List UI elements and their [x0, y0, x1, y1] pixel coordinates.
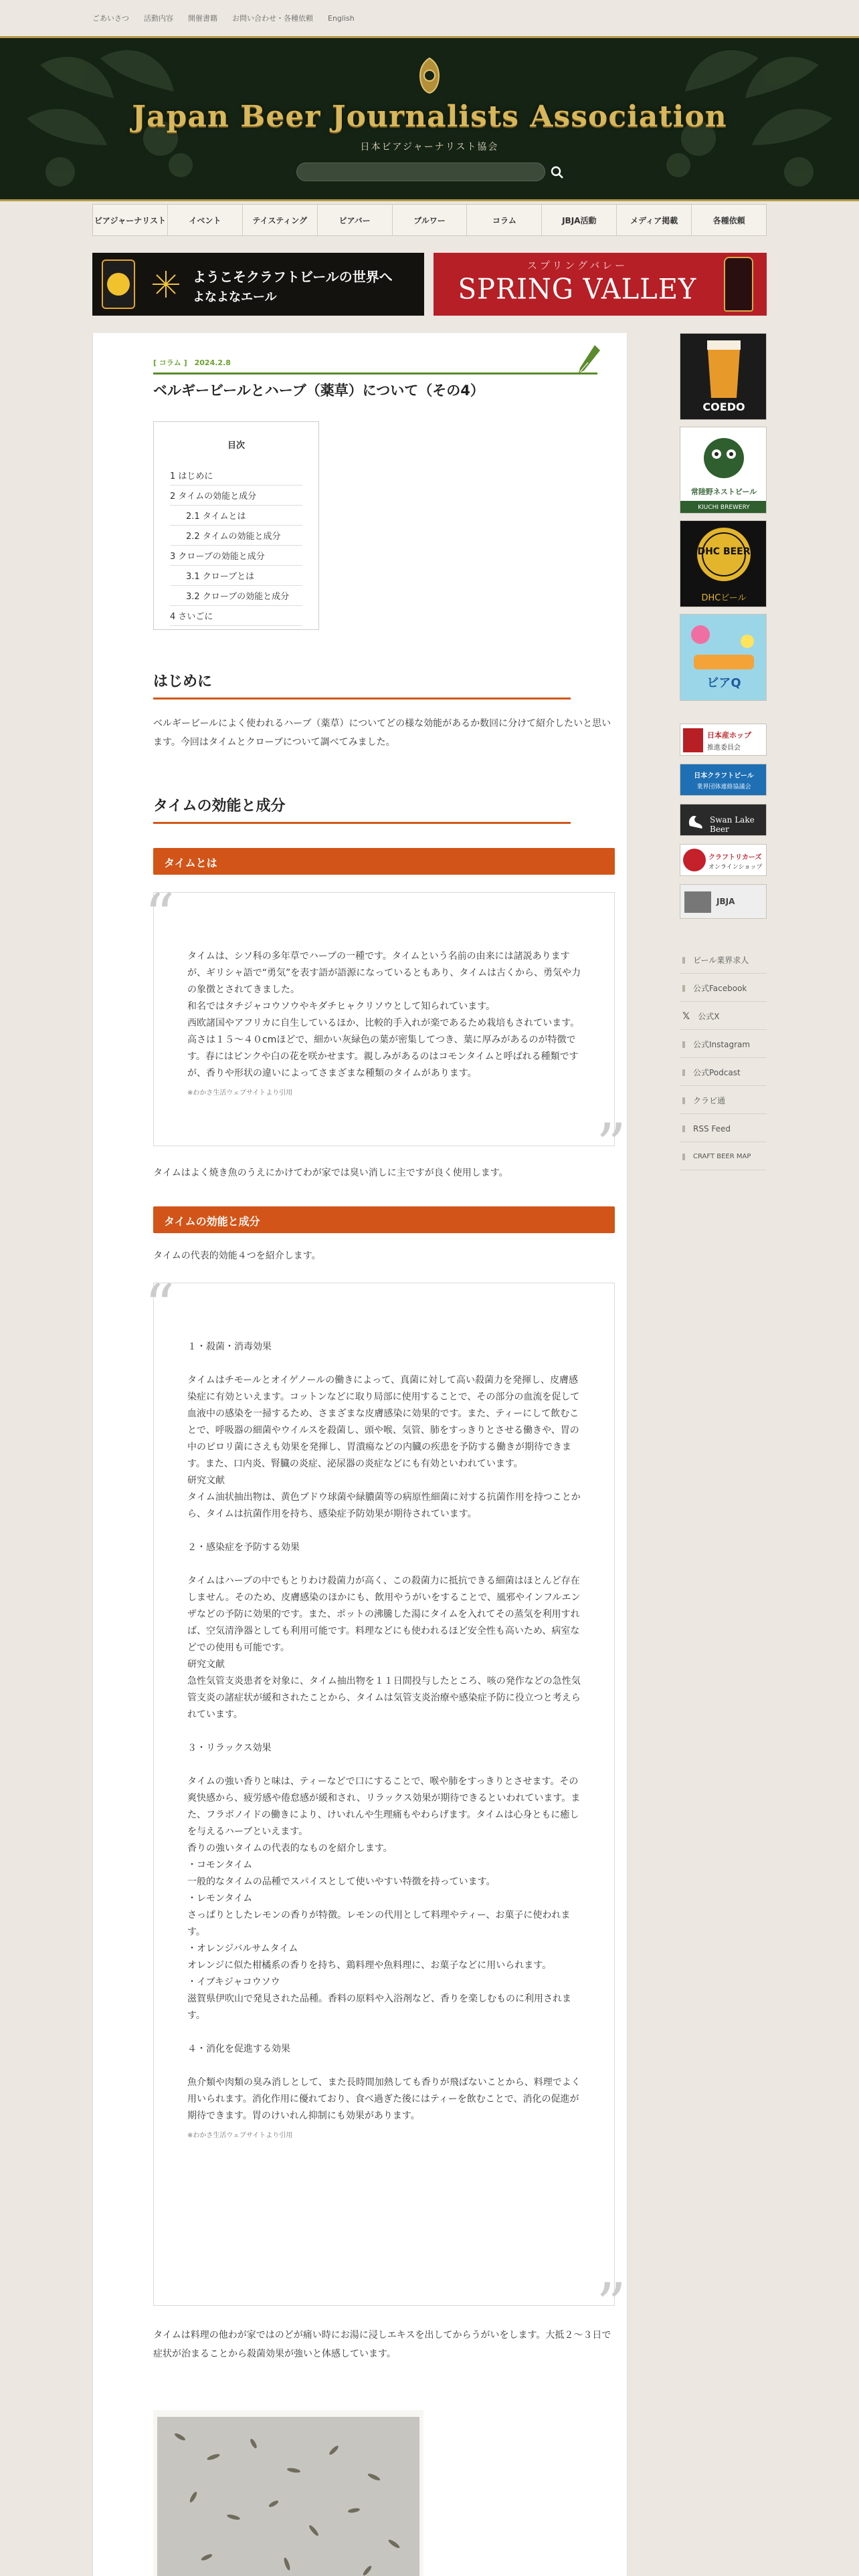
- japan-hops-label: 日本産ホップ: [707, 731, 751, 740]
- quote-block-effects: [145, 1271, 626, 2339]
- heading-introduction: はじめに: [153, 670, 571, 700]
- toc-item[interactable]: 3 クローブの効能と成分: [170, 546, 302, 566]
- sidebar-banner-japan-hops[interactable]: [680, 724, 767, 756]
- banner-spring-valley[interactable]: [434, 253, 767, 316]
- toc-title: 目次: [227, 441, 245, 451]
- spring-valley-logo: SPRING VALLEY: [458, 273, 697, 306]
- article-title: ベルギービールとハーブ（薬草）について（その4）: [153, 383, 484, 399]
- nav-item-brewer[interactable]: ブルワー: [393, 205, 468, 235]
- search-icon[interactable]: [550, 165, 565, 180]
- main-navigation: [92, 204, 767, 236]
- article-card: [92, 333, 628, 2576]
- sidebar-link-craft-beer-map[interactable]: CRAFT BEER MAP: [680, 1144, 767, 1170]
- nav-item-event[interactable]: イベント: [168, 205, 243, 235]
- owl-logo-icon: [680, 427, 767, 485]
- article-category-date[interactable]: [ コラム ] 2024.2.8: [153, 358, 231, 367]
- quote-text: １・殺菌・消毒効果 タイムはチモールとオイゲノールの働きによって、真菌に対して高い殺菌力を発揮し、皮膚感染症に有効といえます。コットンなどに取り局部に使用することで、その部分の血流を促して血液中の感染を一掃するため、さまざまな皮膚感染に効果的です。また、ティーにして飲むことで、呼吸器の細菌やウイルスを殺菌し、頭や喉、気管、肺をすっきりとさせる働きや、胃の中のピロリ菌にさえも効果を発揮し、胃潰瘍などの内臓の疾患を予防する働きが期待できます。また、口内炎、腎臓の炎症、泌尿器の炎症などにも有効といわれています。 研究文献 タイム油状抽出物は、黄色ブドウ球菌や緑膿菌等の病原性細菌に対する抗菌作用を持つことから、タイムは抗菌作用を持ち、感染症予防効果が期待されています。 ２・感染症を予防する効果 タイムはハーブの中でもとりわけ殺菌力が高く、この殺菌力に抵抗できる細菌はほとんど存在しません。そのため、皮膚感染のほかにも、飲用やうがいをすることで、風邪やインフルエンザなどの予防に効果的です。また、ポットの沸騰した湯にタイムを入れてその蒸気を利用すれば、空気清浄器としても利用可能です。料理などにも使われるほど安全性も高いため、病室などでの使用も可能です。 研究文献 急性気管支炎患者を対象に、タイム抽出物を１１日間投与したところ、咳の発作などの急性気管支炎の諸症状が緩和されたことから、タイムは気管支炎治療や感染症予防に役立つと考えられています。 ３・リラックス効果 タイムの強い香りと味は、ティーなどで口にすることで、喉や肺をすっきりとさせます。その爽快感から、疲労感や倦怠感が緩和され、リラックス効果が期待できるといわれています。また、フラボノイドの働きにより、けいれんや生理痛もやわらげます。タイムは心身ともに癒しを与えるハーブといえます。 香りの強いタイムの代表的なものを紹介します。 ・コモンタイム 一般的なタイムの品種でスパイスとして使いやすい特徴を持っています。 ・レモンタイム さっぱりとしたレモンの香りが特徴。レモンの代用として料理やティー、お菓子に使われます。 ・オレンジバルサムタイム オレンジに似た柑橘系の香りを持ち、鶏料理や魚料理に、お菓子などに用いられます。 ・イブキジャコウソウ 滋賀県伊吹山で発見された品種。香料の原料や入浴剤など、香りを楽しむものに利用されます。 ４・消化を促進する効果 魚介類や肉類の臭み消しとして、また長時間加熱しても香りが飛ばないことから、料理でよく用いられます。消化作用に優れており、食べ過ぎた後にはティーを飲むことで、消化の促進が期待できます。胃のけいれん抑制にも効果があります。: [187, 1341, 581, 2121]
- sidebar-link-facebook[interactable]: 公式Facebook: [680, 975, 767, 1002]
- banner-yonayona-ale[interactable]: [92, 253, 424, 316]
- toc-item[interactable]: 2.1 タイムとは: [170, 506, 302, 526]
- dried-thyme-photo: [153, 2410, 423, 2576]
- article-meta-bar: [153, 354, 597, 374]
- topbar-link-books[interactable]: 開催書籍: [188, 14, 217, 23]
- sidebar-banner-craft-beer-association[interactable]: [680, 764, 767, 796]
- fountain-pen-icon: [575, 344, 601, 376]
- jbja-thumbnail-icon: [684, 891, 711, 913]
- kiuchi-label: KIUCHI BREWERY: [680, 501, 767, 514]
- starburst-decoration: [146, 253, 186, 316]
- jbja-banner-label: JBJA: [717, 897, 735, 906]
- search-input[interactable]: [296, 163, 545, 181]
- toc-item[interactable]: 3.1 クローブとは: [170, 566, 302, 586]
- open-quote-icon: “: [145, 1271, 175, 1340]
- bullet-icon: [682, 957, 685, 964]
- nav-item-beer-bar[interactable]: ビアバー: [318, 205, 393, 235]
- subheading-what-is-thyme: タイムとは: [153, 848, 615, 875]
- beer-bottle-image: [724, 257, 753, 312]
- subheading-thyme-effects: タイムの効能と成分: [153, 1206, 615, 1233]
- podcast-icon: [682, 1069, 685, 1076]
- close-quote-icon: ”: [596, 2270, 626, 2339]
- sidebar-banner-craft-liquors[interactable]: [680, 844, 767, 876]
- sidebar-banner-swan-lake[interactable]: [680, 804, 767, 836]
- nav-item-requests[interactable]: 各種依頼: [712, 215, 745, 225]
- top-utility-bar: [0, 0, 859, 36]
- japan-hops-sub: 推進委員会: [707, 744, 741, 752]
- swan-lake-label: Swan Lake Beer: [710, 815, 755, 834]
- craft-liquors-logo-icon: [683, 849, 706, 871]
- instagram-icon: [682, 1041, 685, 1048]
- sidebar-link-jobs[interactable]: ビール業界求人: [680, 947, 767, 974]
- jbja-emblem-icon: [409, 56, 450, 96]
- paragraph-thyme-usage: タイムはよく焼き魚のうえにかけてわが家では臭い消しに主ですが良く使用します。: [153, 1168, 508, 1178]
- coedo-label: COEDO: [702, 401, 745, 413]
- beer-can-image: [102, 259, 135, 309]
- craft-association-sub: 業界団体連絡協議会: [696, 784, 751, 790]
- craft-liquors-sub: オンラインショップ: [708, 864, 763, 871]
- close-quote-icon: ”: [596, 1111, 626, 1180]
- x-icon: 𝕏: [682, 1010, 690, 1022]
- toc-item[interactable]: 4 さいごに: [170, 606, 302, 626]
- quote-source: ※わかさ生活ウェブサイトより引用: [187, 1089, 293, 1097]
- site-logo-subtitle: 日本ビアジャーナリスト協会: [360, 142, 499, 152]
- topbar-link-activities[interactable]: 活動内容: [144, 14, 173, 23]
- quote-text: タイムは、シソ科の多年草でハーブの一種です。タイムという名前の由来には諸説ありますが、ギリシャ語で“勇気”を表す語が語源になっているともあり、タイムは古くから、勇気や力の象徴とされてきました。 和名ではタチジャコウソウやキダチヒャクリソウとして知られています。 西欧諸国やアフリカに自生しているほか、比較的手入れが楽であるため栽培もされています。高さは１５～４０cmほどで、細かい灰緑色の葉が密集してつき、葉に厚みがあるのが特徴です。春にはピンクや白の花を咲かせます。親しみがあるのはコモンタイムと呼ばれる種類ですが、香りや形状の違いによってさまざまな種類のタイムがあります。: [187, 951, 581, 1079]
- open-quote-icon: “: [145, 881, 175, 950]
- paragraph-thyme-gargle: タイムは料理の他わが家ではのどが痛い時にお湯に浸しエキスを出してからうがいをします。大抵２～３日で症状が治まることから殺菌効果が強いと体感しています。: [153, 2330, 611, 2359]
- swan-icon: [684, 810, 707, 831]
- topbar-link-contact[interactable]: お問い合わせ・各種依頼: [232, 14, 313, 23]
- sidebar-banner-beerq[interactable]: [680, 614, 767, 701]
- craft-association-label: 日本クラフトビール: [694, 772, 754, 780]
- toc-item[interactable]: 2.2 タイムの効能と成分: [170, 526, 302, 546]
- heading-thyme-effects: タイムの効能と成分: [153, 794, 571, 824]
- site-header: [0, 36, 859, 201]
- bullet-icon: [682, 1097, 685, 1104]
- toc-item[interactable]: 3.2 クローブの効能と成分: [170, 586, 302, 606]
- hitachino-label: 常陸野ネストビール: [690, 488, 757, 496]
- facebook-icon: [682, 985, 685, 992]
- hops-logo-icon: [683, 728, 703, 752]
- nav-item-jbja-activity[interactable]: JBJA活動: [542, 205, 617, 235]
- dhc-sub-label: DHCビール: [701, 593, 747, 603]
- toc-item[interactable]: 1 はじめに: [170, 465, 302, 486]
- rss-icon: [682, 1125, 685, 1132]
- nav-item-media[interactable]: メディア掲載: [617, 205, 692, 235]
- site-logo-title[interactable]: Japan Beer Journalists Association: [132, 100, 727, 134]
- sidebar-banner-coedo[interactable]: [680, 333, 767, 420]
- dhc-beer-label: DHC BEER: [697, 546, 751, 557]
- sidebar-link-x[interactable]: 𝕏 公式X: [680, 1003, 767, 1030]
- map-icon: [682, 1154, 685, 1160]
- toc-item[interactable]: 2 タイムの効能と成分: [170, 486, 302, 506]
- topbar-link-english[interactable]: English: [328, 13, 355, 23]
- beerq-label: ビアQ: [706, 676, 741, 690]
- spring-valley-jp-text: スプリングバレー: [527, 259, 628, 272]
- table-of-contents: [153, 421, 319, 630]
- sidebar-link-rss[interactable]: RSS Feed: [680, 1115, 767, 1142]
- nav-item-tasting[interactable]: テイスティング: [243, 205, 318, 235]
- sidebar-link-clavitsu[interactable]: クラビ通: [680, 1087, 767, 1114]
- sidebar-banner-dhc[interactable]: [680, 520, 767, 607]
- craft-liquors-label: クラフトリカーズ: [708, 854, 762, 861]
- nav-item-journalist[interactable]: ビアジャーナリスト: [93, 205, 168, 235]
- banner-brand-text: よなよなエール: [193, 290, 277, 304]
- quote-source: ※わかさ生活ウェブサイトより引用: [187, 2132, 293, 2139]
- paragraph-effects-intro: タイムの代表的効能４つを紹介します。: [153, 1251, 321, 1261]
- banner-welcome-text: ようこそクラフトビールの世界へ: [193, 269, 393, 285]
- sidebar-link-instagram[interactable]: 公式Instagram: [680, 1031, 767, 1058]
- topbar-link-greeting[interactable]: ごあいさつ: [92, 14, 129, 23]
- sidebar-banner-hitachino[interactable]: [680, 427, 767, 514]
- intro-paragraph: ベルギービールによく使われるハーブ（薬草）についてどの様な効能があるか数回に分けて紹介したいと思います。今回はタイムとクローブについて調べてみました。: [153, 718, 611, 748]
- sidebar-link-podcast[interactable]: 公式Podcast: [680, 1059, 767, 1086]
- nav-item-column[interactable]: コラム: [467, 205, 542, 235]
- sidebar-banner-jbja[interactable]: [680, 884, 767, 919]
